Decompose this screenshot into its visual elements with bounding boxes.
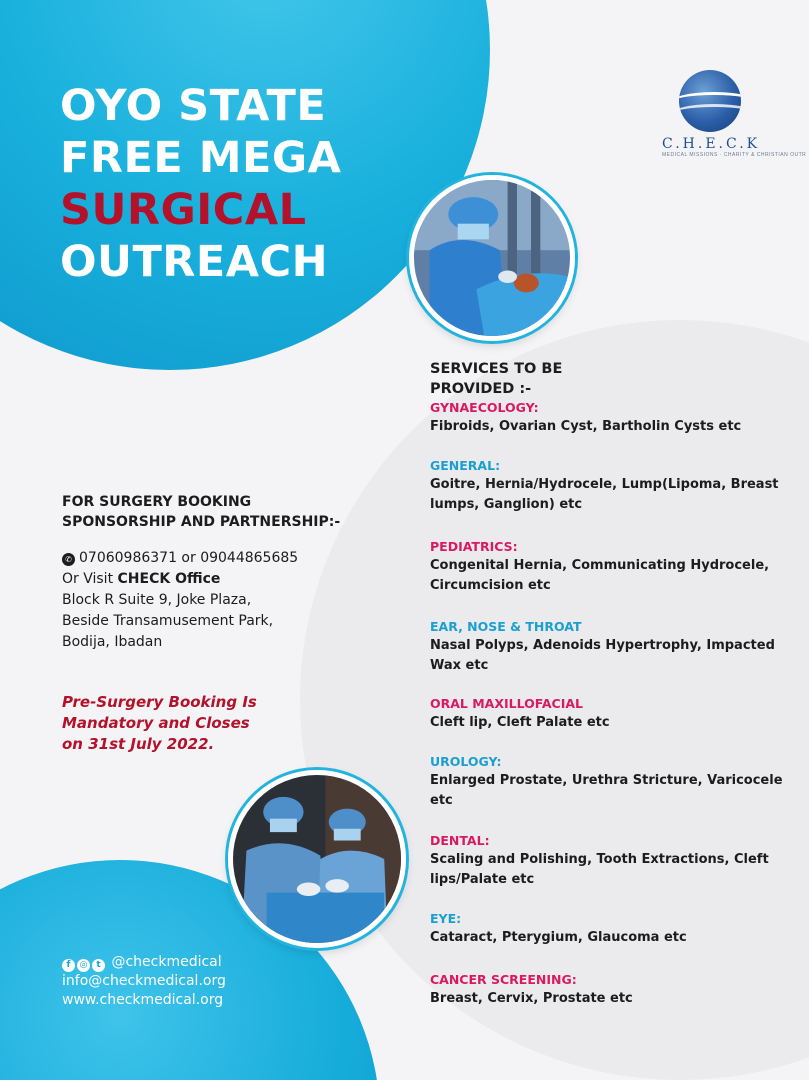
facebook-icon[interactable]: f: [62, 959, 75, 972]
headline-line-4: OUTREACH: [60, 237, 329, 287]
service-title: GYNAECOLOGY:: [430, 400, 539, 415]
service-oral-maxillofacial: [430, 695, 790, 733]
phone-line: [62, 548, 382, 569]
surgeon-photo: [409, 175, 575, 341]
booking-heading-line-1: FOR SURGERY BOOKING: [62, 494, 252, 510]
service-title: UROLOGY:: [430, 754, 502, 769]
service-desc: Cataract, Pterygium, Glaucoma etc: [430, 930, 687, 945]
poster-headline: [60, 80, 341, 288]
social-handle[interactable]: @checkmedical: [111, 954, 222, 970]
service-cancer-screening: [430, 971, 790, 1009]
headline-line-1: OYO STATE: [60, 81, 327, 131]
headline-line-3: SURGICAL: [60, 185, 307, 235]
service-desc: Scaling and Polishing, Tooth Extractions, Cleft lips/Palate etc: [430, 852, 769, 887]
headline-line-2: FREE MEGA: [60, 133, 342, 183]
phone-numbers: 07060986371 or 09044865685: [79, 550, 299, 566]
check-logo: [662, 70, 807, 158]
service-title: PEDIATRICS:: [430, 539, 518, 554]
service-title: CANCER SCREENING:: [430, 972, 577, 987]
service-desc: Breast, Cervix, Prostate etc: [430, 991, 633, 1006]
service-desc: Goitre, Hernia/Hydrocele, Lump(Lipoma, Breast lumps, Ganglion) etc: [430, 477, 779, 512]
address-line-3: Bodija, Ibadan: [62, 634, 163, 650]
phone-icon: ✆: [62, 553, 75, 566]
service-desc: Cleft lip, Cleft Palate etc: [430, 715, 610, 730]
service-desc: Nasal Polyps, Adenoids Hypertrophy, Impacted Wax etc: [430, 638, 775, 673]
service-title: ORAL MAXILLOFACIAL: [430, 696, 583, 711]
service-title: EAR, NOSE & THROAT: [430, 619, 582, 634]
service-eye: [430, 910, 790, 948]
office-name: CHECK Office: [117, 571, 221, 587]
service-desc: Congenital Hernia, Communicating Hydrocele, Circumcision etc: [430, 558, 770, 593]
address-line-1: Block R Suite 9, Joke Plaza,: [62, 592, 252, 608]
service-dental: [430, 832, 790, 889]
booking-info: [62, 492, 382, 653]
service-desc: Enlarged Prostate, Urethra Stricture, Varicocele etc: [430, 773, 783, 808]
contact-info: [62, 953, 226, 1010]
service-urology: [430, 753, 790, 810]
service-ent: [430, 618, 790, 675]
notice-line-2: Mandatory and Closes: [62, 714, 250, 732]
logo-tagline: MEDICAL MISSIONS · CHARITY & CHRISTIAN OUTR: [662, 152, 807, 158]
website-url[interactable]: www.checkmedical.org: [62, 992, 224, 1008]
service-general: [430, 457, 790, 514]
service-pediatrics: [430, 538, 790, 595]
service-gynaecology: [430, 399, 790, 437]
service-title: DENTAL:: [430, 833, 490, 848]
instagram-icon[interactable]: ◎: [77, 959, 90, 972]
email-address[interactable]: info@checkmedical.org: [62, 973, 226, 989]
notice-line-3: on 31st July 2022.: [62, 735, 215, 753]
service-title: GENERAL:: [430, 458, 501, 473]
notice-line-1: Pre-Surgery Booking Is: [62, 693, 257, 711]
service-desc: Fibroids, Ovarian Cyst, Bartholin Cysts etc: [430, 419, 742, 434]
services-heading-line-1: SERVICES TO BE: [430, 361, 563, 377]
social-line: [62, 953, 226, 972]
booking-deadline-notice: [62, 692, 362, 755]
visit-line: [62, 569, 382, 590]
twitter-icon[interactable]: t: [92, 959, 105, 972]
services-heading-line-2: PROVIDED :-: [430, 381, 532, 397]
surgical-team-photo: [228, 770, 406, 948]
globe-icon: [679, 70, 741, 132]
booking-details: [62, 548, 382, 653]
address-line-2: Beside Transamusement Park,: [62, 613, 274, 629]
booking-heading: [62, 492, 382, 532]
services-heading: [430, 359, 562, 399]
service-title: EYE:: [430, 911, 462, 926]
logo-name: C.H.E.C.K: [662, 136, 761, 152]
booking-heading-line-2: SPONSORSHIP AND PARTNERSHIP:-: [62, 514, 341, 530]
visit-prefix: Or Visit: [62, 571, 118, 587]
